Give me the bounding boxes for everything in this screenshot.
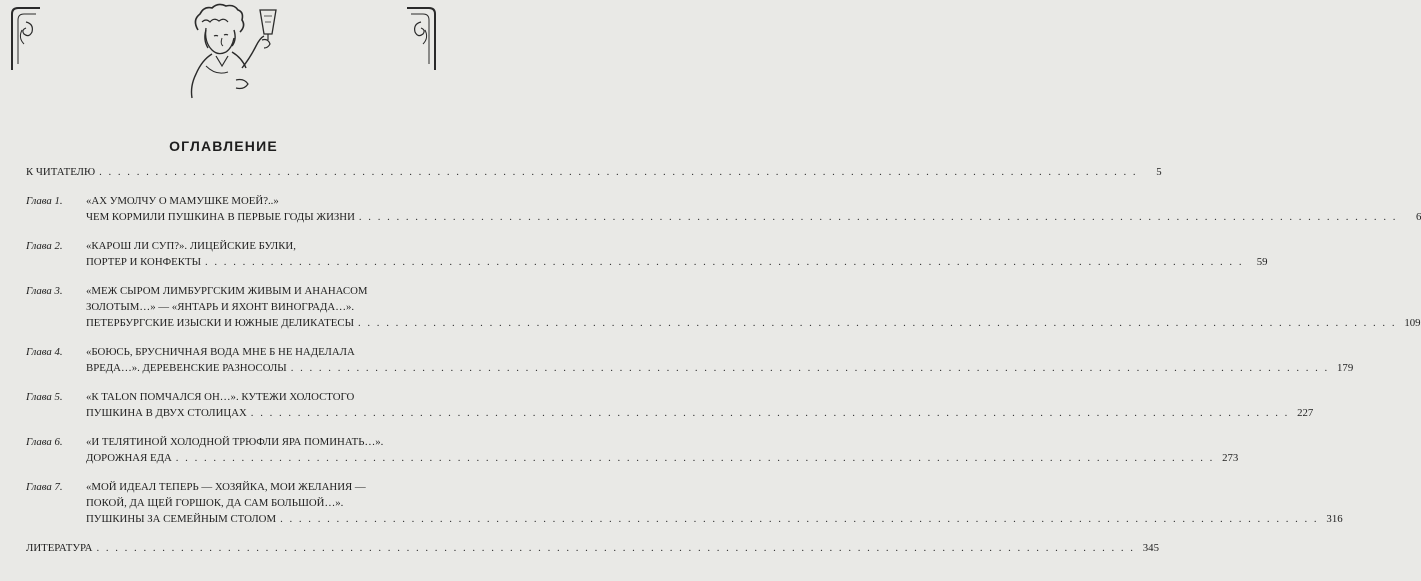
entry-title-line: ПУШКИНЫ ЗА СЕМЕЙНЫМ СТОЛОМ xyxy=(86,513,277,525)
chapter-label: Глава 4. xyxy=(26,346,63,358)
page-number: 59 xyxy=(1256,256,1268,268)
dot-leader xyxy=(358,315,1397,331)
toc-entry[interactable] xyxy=(26,540,1159,556)
entry-title-line: «КАРОШ ЛИ СУП?». ЛИЦЕЙСКИЕ БУЛКИ, xyxy=(86,240,296,252)
table-of-contents xyxy=(26,164,1421,569)
corner-ornament-right-icon xyxy=(401,4,441,74)
chapter-label: Глава 2. xyxy=(26,240,63,252)
corner-ornament-left-icon xyxy=(6,4,46,74)
chapter-label: Глава 5. xyxy=(26,391,63,403)
entry-title-line: «МЕЖ СЫРОМ ЛИМБУРГСКИМ ЖИВЫМ И АНАНАСОМ xyxy=(86,285,368,297)
page-number: 109 xyxy=(1404,317,1421,329)
toc-entry[interactable] xyxy=(26,193,1421,225)
dot-leader xyxy=(359,209,1398,225)
entry-title-line: К ЧИТАТЕЛЮ xyxy=(26,166,96,178)
dot-leader xyxy=(205,254,1244,270)
toc-entry[interactable] xyxy=(26,479,1343,527)
dot-leader xyxy=(251,405,1290,421)
entry-title-line: ПОКОЙ, ДА ЩЕЙ ГОРШОК, ДА САМ БОЛЬШОЙ…». xyxy=(86,497,344,509)
chapter-label: Глава 6. xyxy=(26,436,63,448)
page-number: 273 xyxy=(1222,452,1239,464)
chapter-label: Глава 3. xyxy=(26,285,63,297)
toc-entry[interactable] xyxy=(26,164,1162,180)
entry-title-line: «АХ УМОЛЧУ О МАМУШКЕ МОЕЙ?..» xyxy=(86,195,279,207)
entry-title-line: ПУШКИНА В ДВУХ СТОЛИЦАХ xyxy=(86,407,247,419)
dot-leader xyxy=(99,164,1138,180)
toc-entry[interactable] xyxy=(26,389,1314,421)
page-number: 6 xyxy=(1416,211,1421,223)
page-number: 316 xyxy=(1326,513,1343,525)
entry-title-line: ПОРТЕР И КОНФЕКТЫ xyxy=(86,256,201,268)
page-number: 345 xyxy=(1142,542,1159,554)
entry-title-line: ЛИТЕРАТУРА xyxy=(26,542,93,554)
dot-leader xyxy=(280,511,1319,527)
dot-leader xyxy=(176,450,1215,466)
toc-entry[interactable] xyxy=(26,434,1239,466)
pushkin-portrait-icon xyxy=(176,0,286,100)
dot-leader xyxy=(291,360,1330,376)
dot-leader xyxy=(96,540,1135,556)
entry-title-line: «К TALON ПОМЧАЛСЯ ОН…». КУТЕЖИ ХОЛОСТОГО xyxy=(86,391,355,403)
entry-title-line: ПЕТЕРБУРГСКИЕ ИЗЫСКИ И ЮЖНЫЕ ДЕЛИКАТЕСЫ xyxy=(86,317,354,329)
toc-entry[interactable] xyxy=(26,283,1421,331)
page-number: 227 xyxy=(1297,407,1314,419)
entry-title-line: ВРЕДА…». ДЕРЕВЕНСКИЕ РАЗНОСОЛЫ xyxy=(86,362,287,374)
entry-title-line: ЧЕМ КОРМИЛИ ПУШКИНА В ПЕРВЫЕ ГОДЫ ЖИЗНИ xyxy=(86,211,355,223)
chapter-label: Глава 7. xyxy=(26,481,63,493)
toc-heading: ОГЛАВЛЕНИЕ xyxy=(169,138,278,154)
chapter-label: Глава 1. xyxy=(26,195,63,207)
entry-title-line: «БОЮСЬ, БРУСНИЧНАЯ ВОДА МНЕ Б НЕ НАДЕЛАЛА xyxy=(86,346,355,358)
page-number: 5 xyxy=(1156,166,1162,178)
toc-entry[interactable] xyxy=(26,238,1268,270)
entry-title-line: ДОРОЖНАЯ ЕДА xyxy=(86,452,172,464)
entry-title-line: «И ТЕЛЯТИНОЙ ХОЛОДНОЙ ТРЮФЛИ ЯРА ПОМИНАТЬ…». xyxy=(86,436,384,448)
entry-title-line: «МОЙ ИДЕАЛ ТЕПЕРЬ — ХОЗЯЙКА, МОИ ЖЕЛАНИЯ — xyxy=(86,481,366,493)
toc-entry[interactable] xyxy=(26,344,1354,376)
entry-title-line: ЗОЛОТЫМ…» — «ЯНТАРЬ И ЯХОНТ ВИНОГРАДА…». xyxy=(86,301,355,313)
page-number: 179 xyxy=(1337,362,1354,374)
